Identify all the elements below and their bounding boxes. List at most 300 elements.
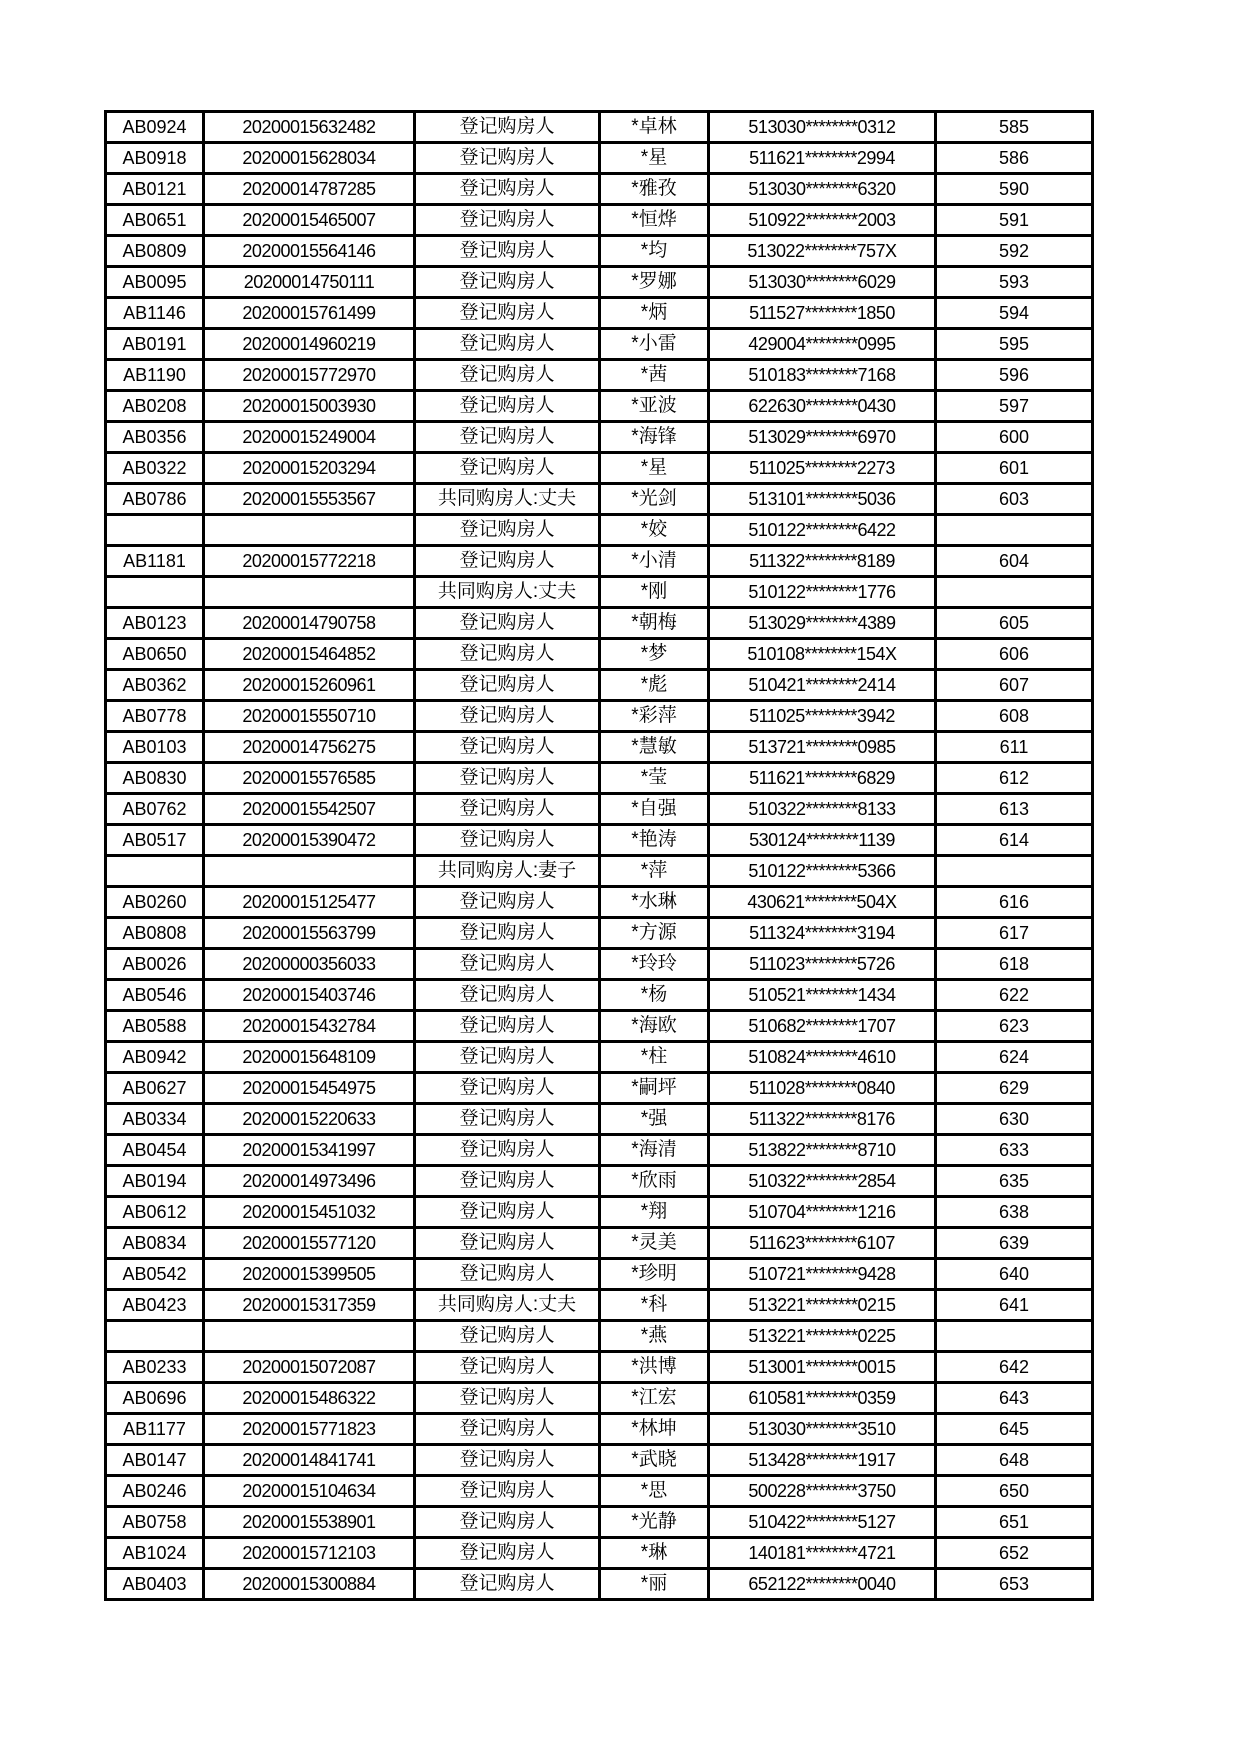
cell-buyer-role: 登记购房人 xyxy=(415,1135,600,1166)
cell-record-code: AB0423 xyxy=(106,1290,204,1321)
cell-sequence-number: 593 xyxy=(936,267,1093,298)
cell-id-number: 511621********6829 xyxy=(709,763,936,794)
cell-record-code: AB0830 xyxy=(106,763,204,794)
cell-id-number: 513030********6320 xyxy=(709,174,936,205)
cell-buyer-name: *彩萍 xyxy=(600,701,709,732)
cell-id-number: 510721********9428 xyxy=(709,1259,936,1290)
cell-id-number: 510521********1434 xyxy=(709,980,936,1011)
cell-buyer-role: 登记购房人 xyxy=(415,453,600,484)
cell-record-code: AB1146 xyxy=(106,298,204,329)
cell-application-number: 20200015712103 xyxy=(204,1538,415,1569)
cell-record-code: AB0121 xyxy=(106,174,204,205)
buyer-registry-table xyxy=(104,110,1094,1601)
cell-buyer-role: 共同购房人:丈夫 xyxy=(415,577,600,608)
table-row xyxy=(106,546,1093,577)
cell-sequence-number: 651 xyxy=(936,1507,1093,1538)
cell-id-number: 511623********6107 xyxy=(709,1228,936,1259)
cell-application-number: 20200015761499 xyxy=(204,298,415,329)
cell-record-code: AB0918 xyxy=(106,143,204,174)
table-row xyxy=(106,1321,1093,1352)
table-row xyxy=(106,298,1093,329)
cell-id-number: 511028********0840 xyxy=(709,1073,936,1104)
cell-application-number: 20200015220633 xyxy=(204,1104,415,1135)
table-row xyxy=(106,670,1093,701)
cell-id-number: 510682********1707 xyxy=(709,1011,936,1042)
table-row xyxy=(106,1414,1093,1445)
cell-buyer-role: 共同购房人:丈夫 xyxy=(415,484,600,515)
cell-application-number: 20200015125477 xyxy=(204,887,415,918)
cell-record-code: AB0517 xyxy=(106,825,204,856)
cell-buyer-name: *强 xyxy=(600,1104,709,1135)
cell-application-number: 20200015465007 xyxy=(204,205,415,236)
cell-record-code: AB0762 xyxy=(106,794,204,825)
cell-id-number: 511322********8176 xyxy=(709,1104,936,1135)
table-row xyxy=(106,1383,1093,1414)
cell-record-code: AB0194 xyxy=(106,1166,204,1197)
cell-application-number: 20200015538901 xyxy=(204,1507,415,1538)
cell-sequence-number: 641 xyxy=(936,1290,1093,1321)
cell-application-number: 20200015486322 xyxy=(204,1383,415,1414)
cell-buyer-role: 登记购房人 xyxy=(415,794,600,825)
cell-record-code: AB0778 xyxy=(106,701,204,732)
cell-application-number: 20200014787285 xyxy=(204,174,415,205)
cell-record-code: AB0546 xyxy=(106,980,204,1011)
cell-application-number: 20200015104634 xyxy=(204,1476,415,1507)
table-row xyxy=(106,143,1093,174)
cell-sequence-number: 639 xyxy=(936,1228,1093,1259)
cell-id-number: 530124********1139 xyxy=(709,825,936,856)
cell-record-code: AB0588 xyxy=(106,1011,204,1042)
cell-buyer-role: 登记购房人 xyxy=(415,670,600,701)
cell-id-number: 510824********4610 xyxy=(709,1042,936,1073)
table-row xyxy=(106,112,1093,143)
cell-id-number: 500228********3750 xyxy=(709,1476,936,1507)
cell-buyer-name: *海锋 xyxy=(600,422,709,453)
cell-buyer-role: 登记购房人 xyxy=(415,174,600,205)
cell-record-code: AB0356 xyxy=(106,422,204,453)
cell-sequence-number: 629 xyxy=(936,1073,1093,1104)
cell-record-code: AB0260 xyxy=(106,887,204,918)
cell-id-number: 510122********5366 xyxy=(709,856,936,887)
cell-buyer-role: 登记购房人 xyxy=(415,1042,600,1073)
cell-buyer-name: *珍明 xyxy=(600,1259,709,1290)
cell-record-code: AB1190 xyxy=(106,360,204,391)
cell-record-code: AB0650 xyxy=(106,639,204,670)
cell-buyer-name: *均 xyxy=(600,236,709,267)
table-row xyxy=(106,763,1093,794)
table-row xyxy=(106,856,1093,887)
cell-application-number: 20200015454975 xyxy=(204,1073,415,1104)
cell-id-number: 511324********3194 xyxy=(709,918,936,949)
cell-sequence-number: 640 xyxy=(936,1259,1093,1290)
table-row xyxy=(106,236,1093,267)
cell-buyer-role: 登记购房人 xyxy=(415,360,600,391)
cell-application-number: 20200015632482 xyxy=(204,112,415,143)
cell-application-number: 20200015648109 xyxy=(204,1042,415,1073)
cell-sequence-number: 595 xyxy=(936,329,1093,360)
table-row xyxy=(106,1507,1093,1538)
cell-sequence-number xyxy=(936,856,1093,887)
cell-record-code: AB0095 xyxy=(106,267,204,298)
cell-record-code: AB0454 xyxy=(106,1135,204,1166)
cell-sequence-number: 597 xyxy=(936,391,1093,422)
cell-id-number: 510704********1216 xyxy=(709,1197,936,1228)
cell-id-number: 510421********2414 xyxy=(709,670,936,701)
cell-buyer-role: 登记购房人 xyxy=(415,205,600,236)
cell-id-number: 511025********3942 xyxy=(709,701,936,732)
cell-sequence-number: 601 xyxy=(936,453,1093,484)
table-row xyxy=(106,608,1093,639)
cell-buyer-role: 登记购房人 xyxy=(415,267,600,298)
cell-application-number: 20200015772970 xyxy=(204,360,415,391)
document-sheet xyxy=(104,110,1094,1601)
cell-buyer-name: *方源 xyxy=(600,918,709,949)
cell-application-number xyxy=(204,1321,415,1352)
cell-id-number: 510922********2003 xyxy=(709,205,936,236)
cell-record-code: AB0362 xyxy=(106,670,204,701)
cell-buyer-name: *武晓 xyxy=(600,1445,709,1476)
cell-sequence-number: 606 xyxy=(936,639,1093,670)
cell-buyer-name: *姣 xyxy=(600,515,709,546)
cell-sequence-number xyxy=(936,515,1093,546)
cell-sequence-number: 617 xyxy=(936,918,1093,949)
cell-buyer-name: *杨 xyxy=(600,980,709,1011)
cell-id-number: 513101********5036 xyxy=(709,484,936,515)
cell-id-number: 511527********1850 xyxy=(709,298,936,329)
cell-application-number: 20200014841741 xyxy=(204,1445,415,1476)
cell-buyer-role: 登记购房人 xyxy=(415,236,600,267)
cell-sequence-number: 653 xyxy=(936,1569,1093,1600)
cell-application-number: 20200014790758 xyxy=(204,608,415,639)
cell-record-code: AB0542 xyxy=(106,1259,204,1290)
cell-buyer-role: 登记购房人 xyxy=(415,980,600,1011)
cell-application-number xyxy=(204,856,415,887)
cell-buyer-role: 登记购房人 xyxy=(415,1073,600,1104)
cell-buyer-role: 共同购房人:丈夫 xyxy=(415,1290,600,1321)
table-row xyxy=(106,701,1093,732)
registry-table-body xyxy=(106,112,1093,1600)
cell-record-code: AB0651 xyxy=(106,205,204,236)
cell-application-number: 20200014756275 xyxy=(204,732,415,763)
cell-buyer-role: 登记购房人 xyxy=(415,1259,600,1290)
cell-application-number: 20200015390472 xyxy=(204,825,415,856)
table-row xyxy=(106,174,1093,205)
table-row xyxy=(106,1569,1093,1600)
cell-buyer-name: *茜 xyxy=(600,360,709,391)
cell-buyer-name: *炳 xyxy=(600,298,709,329)
cell-sequence-number: 600 xyxy=(936,422,1093,453)
cell-buyer-role: 登记购房人 xyxy=(415,329,600,360)
cell-application-number xyxy=(204,577,415,608)
cell-sequence-number: 635 xyxy=(936,1166,1093,1197)
cell-buyer-name: *水琳 xyxy=(600,887,709,918)
cell-buyer-name: *小清 xyxy=(600,546,709,577)
cell-id-number: 510183********7168 xyxy=(709,360,936,391)
cell-buyer-role: 登记购房人 xyxy=(415,887,600,918)
cell-id-number: 513221********0215 xyxy=(709,1290,936,1321)
cell-buyer-name: *光剑 xyxy=(600,484,709,515)
cell-sequence-number: 607 xyxy=(936,670,1093,701)
cell-application-number: 20200014960219 xyxy=(204,329,415,360)
cell-buyer-name: *思 xyxy=(600,1476,709,1507)
cell-application-number: 20200015317359 xyxy=(204,1290,415,1321)
cell-buyer-name: *洪博 xyxy=(600,1352,709,1383)
cell-id-number: 429004********0995 xyxy=(709,329,936,360)
cell-buyer-name: *林坤 xyxy=(600,1414,709,1445)
cell-id-number: 513030********6029 xyxy=(709,267,936,298)
table-row xyxy=(106,1073,1093,1104)
cell-sequence-number: 596 xyxy=(936,360,1093,391)
cell-record-code: AB0808 xyxy=(106,918,204,949)
cell-application-number: 20200015203294 xyxy=(204,453,415,484)
table-row xyxy=(106,1197,1093,1228)
cell-record-code: AB1024 xyxy=(106,1538,204,1569)
cell-sequence-number: 604 xyxy=(936,546,1093,577)
cell-record-code: AB0758 xyxy=(106,1507,204,1538)
table-row xyxy=(106,484,1093,515)
cell-id-number: 610581********0359 xyxy=(709,1383,936,1414)
cell-buyer-name: *欣雨 xyxy=(600,1166,709,1197)
cell-id-number: 622630********0430 xyxy=(709,391,936,422)
cell-application-number: 20200015300884 xyxy=(204,1569,415,1600)
cell-buyer-name: *翔 xyxy=(600,1197,709,1228)
cell-application-number: 20200015577120 xyxy=(204,1228,415,1259)
cell-buyer-name: *慧敏 xyxy=(600,732,709,763)
cell-application-number xyxy=(204,515,415,546)
cell-buyer-name: *恒烨 xyxy=(600,205,709,236)
cell-buyer-name: *星 xyxy=(600,143,709,174)
cell-application-number: 20200015542507 xyxy=(204,794,415,825)
cell-record-code xyxy=(106,856,204,887)
cell-application-number: 20200015628034 xyxy=(204,143,415,174)
cell-buyer-name: *丽 xyxy=(600,1569,709,1600)
cell-buyer-role: 登记购房人 xyxy=(415,949,600,980)
cell-sequence-number: 622 xyxy=(936,980,1093,1011)
cell-sequence-number: 612 xyxy=(936,763,1093,794)
cell-id-number: 513822********8710 xyxy=(709,1135,936,1166)
cell-id-number: 511023********5726 xyxy=(709,949,936,980)
cell-id-number: 510108********154X xyxy=(709,639,936,670)
cell-buyer-role: 登记购房人 xyxy=(415,143,600,174)
cell-sequence-number xyxy=(936,1321,1093,1352)
table-row xyxy=(106,1166,1093,1197)
cell-id-number: 140181********4721 xyxy=(709,1538,936,1569)
cell-record-code: AB0924 xyxy=(106,112,204,143)
cell-record-code: AB0612 xyxy=(106,1197,204,1228)
cell-buyer-name: *灵美 xyxy=(600,1228,709,1259)
cell-sequence-number: 633 xyxy=(936,1135,1093,1166)
cell-buyer-role: 登记购房人 xyxy=(415,1011,600,1042)
cell-buyer-role: 登记购房人 xyxy=(415,701,600,732)
cell-id-number: 511322********8189 xyxy=(709,546,936,577)
cell-buyer-role: 登记购房人 xyxy=(415,1445,600,1476)
cell-id-number: 510322********2854 xyxy=(709,1166,936,1197)
cell-buyer-role: 登记购房人 xyxy=(415,918,600,949)
table-row xyxy=(106,1011,1093,1042)
cell-buyer-role: 登记购房人 xyxy=(415,1507,600,1538)
table-row xyxy=(106,639,1093,670)
cell-application-number: 20200014973496 xyxy=(204,1166,415,1197)
cell-sequence-number: 638 xyxy=(936,1197,1093,1228)
cell-buyer-name: *江宏 xyxy=(600,1383,709,1414)
cell-application-number: 20200015464852 xyxy=(204,639,415,670)
cell-record-code: AB0834 xyxy=(106,1228,204,1259)
table-row xyxy=(106,1476,1093,1507)
cell-record-code: AB0103 xyxy=(106,732,204,763)
cell-buyer-name: *琳 xyxy=(600,1538,709,1569)
cell-application-number: 20200015550710 xyxy=(204,701,415,732)
cell-buyer-role: 登记购房人 xyxy=(415,1352,600,1383)
cell-id-number: 652122********0040 xyxy=(709,1569,936,1600)
cell-application-number: 20200015003930 xyxy=(204,391,415,422)
cell-application-number: 20200015771823 xyxy=(204,1414,415,1445)
cell-buyer-name: *嗣坪 xyxy=(600,1073,709,1104)
cell-buyer-role: 登记购房人 xyxy=(415,1228,600,1259)
table-row xyxy=(106,422,1093,453)
table-row xyxy=(106,577,1093,608)
cell-record-code: AB0809 xyxy=(106,236,204,267)
cell-buyer-role: 登记购房人 xyxy=(415,1476,600,1507)
cell-id-number: 510322********8133 xyxy=(709,794,936,825)
table-row xyxy=(106,1445,1093,1476)
cell-record-code xyxy=(106,577,204,608)
cell-record-code: AB1181 xyxy=(106,546,204,577)
cell-record-code: AB0942 xyxy=(106,1042,204,1073)
cell-id-number: 513721********0985 xyxy=(709,732,936,763)
cell-buyer-role: 登记购房人 xyxy=(415,1538,600,1569)
cell-sequence-number: 590 xyxy=(936,174,1093,205)
cell-sequence-number: 623 xyxy=(936,1011,1093,1042)
cell-sequence-number: 650 xyxy=(936,1476,1093,1507)
cell-application-number: 20200015564146 xyxy=(204,236,415,267)
cell-buyer-name: *星 xyxy=(600,453,709,484)
cell-application-number: 20200014750111 xyxy=(204,267,415,298)
cell-buyer-role: 登记购房人 xyxy=(415,422,600,453)
cell-sequence-number: 616 xyxy=(936,887,1093,918)
table-row xyxy=(106,205,1093,236)
cell-record-code: AB0147 xyxy=(106,1445,204,1476)
cell-sequence-number: 586 xyxy=(936,143,1093,174)
cell-sequence-number: 592 xyxy=(936,236,1093,267)
cell-record-code xyxy=(106,1321,204,1352)
cell-id-number: 513428********1917 xyxy=(709,1445,936,1476)
cell-buyer-role: 登记购房人 xyxy=(415,1104,600,1135)
table-row xyxy=(106,1135,1093,1166)
cell-buyer-name: *艳涛 xyxy=(600,825,709,856)
cell-buyer-role: 登记购房人 xyxy=(415,546,600,577)
cell-id-number: 513030********3510 xyxy=(709,1414,936,1445)
cell-buyer-name: *莹 xyxy=(600,763,709,794)
cell-id-number: 513221********0225 xyxy=(709,1321,936,1352)
cell-record-code: AB0322 xyxy=(106,453,204,484)
table-row xyxy=(106,732,1093,763)
table-row xyxy=(106,980,1093,1011)
cell-buyer-role: 登记购房人 xyxy=(415,515,600,546)
cell-application-number: 20200015249004 xyxy=(204,422,415,453)
cell-application-number: 20200000356033 xyxy=(204,949,415,980)
cell-buyer-role: 登记购房人 xyxy=(415,1166,600,1197)
cell-record-code: AB1177 xyxy=(106,1414,204,1445)
cell-application-number: 20200015772218 xyxy=(204,546,415,577)
cell-record-code: AB0246 xyxy=(106,1476,204,1507)
cell-id-number: 513029********6970 xyxy=(709,422,936,453)
cell-buyer-name: *小雷 xyxy=(600,329,709,360)
cell-id-number: 510122********6422 xyxy=(709,515,936,546)
cell-application-number: 20200015341997 xyxy=(204,1135,415,1166)
table-row xyxy=(106,1228,1093,1259)
cell-buyer-role: 登记购房人 xyxy=(415,112,600,143)
cell-buyer-role: 登记购房人 xyxy=(415,298,600,329)
cell-buyer-name: *雅孜 xyxy=(600,174,709,205)
cell-buyer-name: *亚波 xyxy=(600,391,709,422)
table-row xyxy=(106,1104,1093,1135)
cell-application-number: 20200015403746 xyxy=(204,980,415,1011)
cell-sequence-number: 624 xyxy=(936,1042,1093,1073)
cell-id-number: 511621********2994 xyxy=(709,143,936,174)
cell-buyer-role: 登记购房人 xyxy=(415,732,600,763)
cell-sequence-number: 643 xyxy=(936,1383,1093,1414)
cell-buyer-name: *柱 xyxy=(600,1042,709,1073)
table-row xyxy=(106,918,1093,949)
table-row xyxy=(106,1042,1093,1073)
cell-buyer-name: *卓林 xyxy=(600,112,709,143)
cell-id-number: 513029********4389 xyxy=(709,608,936,639)
cell-buyer-role: 登记购房人 xyxy=(415,639,600,670)
cell-buyer-name: *刚 xyxy=(600,577,709,608)
cell-buyer-name: *彪 xyxy=(600,670,709,701)
cell-id-number: 510422********5127 xyxy=(709,1507,936,1538)
table-row xyxy=(106,453,1093,484)
table-row xyxy=(106,360,1093,391)
cell-record-code: AB0191 xyxy=(106,329,204,360)
cell-id-number: 513001********0015 xyxy=(709,1352,936,1383)
cell-buyer-name: *自强 xyxy=(600,794,709,825)
cell-sequence-number: 642 xyxy=(936,1352,1093,1383)
cell-buyer-role: 登记购房人 xyxy=(415,1569,600,1600)
cell-buyer-role: 登记购房人 xyxy=(415,1383,600,1414)
cell-record-code: AB0696 xyxy=(106,1383,204,1414)
table-row xyxy=(106,1352,1093,1383)
cell-sequence-number: 618 xyxy=(936,949,1093,980)
cell-sequence-number: 645 xyxy=(936,1414,1093,1445)
cell-buyer-name: *海清 xyxy=(600,1135,709,1166)
table-row xyxy=(106,1538,1093,1569)
cell-application-number: 20200015576585 xyxy=(204,763,415,794)
cell-buyer-name: *朝梅 xyxy=(600,608,709,639)
cell-sequence-number: 613 xyxy=(936,794,1093,825)
cell-sequence-number: 603 xyxy=(936,484,1093,515)
cell-id-number: 510122********1776 xyxy=(709,577,936,608)
cell-record-code: AB0403 xyxy=(106,1569,204,1600)
table-row xyxy=(106,515,1093,546)
table-row xyxy=(106,825,1093,856)
cell-sequence-number: 630 xyxy=(936,1104,1093,1135)
cell-application-number: 20200015553567 xyxy=(204,484,415,515)
cell-buyer-name: *萍 xyxy=(600,856,709,887)
cell-application-number: 20200015451032 xyxy=(204,1197,415,1228)
cell-sequence-number: 611 xyxy=(936,732,1093,763)
cell-buyer-name: *玲玲 xyxy=(600,949,709,980)
cell-buyer-name: *罗娜 xyxy=(600,267,709,298)
cell-application-number: 20200015432784 xyxy=(204,1011,415,1042)
table-row xyxy=(106,391,1093,422)
cell-sequence-number: 591 xyxy=(936,205,1093,236)
cell-buyer-name: *梦 xyxy=(600,639,709,670)
cell-record-code: AB0334 xyxy=(106,1104,204,1135)
table-row xyxy=(106,794,1093,825)
cell-sequence-number: 608 xyxy=(936,701,1093,732)
cell-sequence-number: 652 xyxy=(936,1538,1093,1569)
